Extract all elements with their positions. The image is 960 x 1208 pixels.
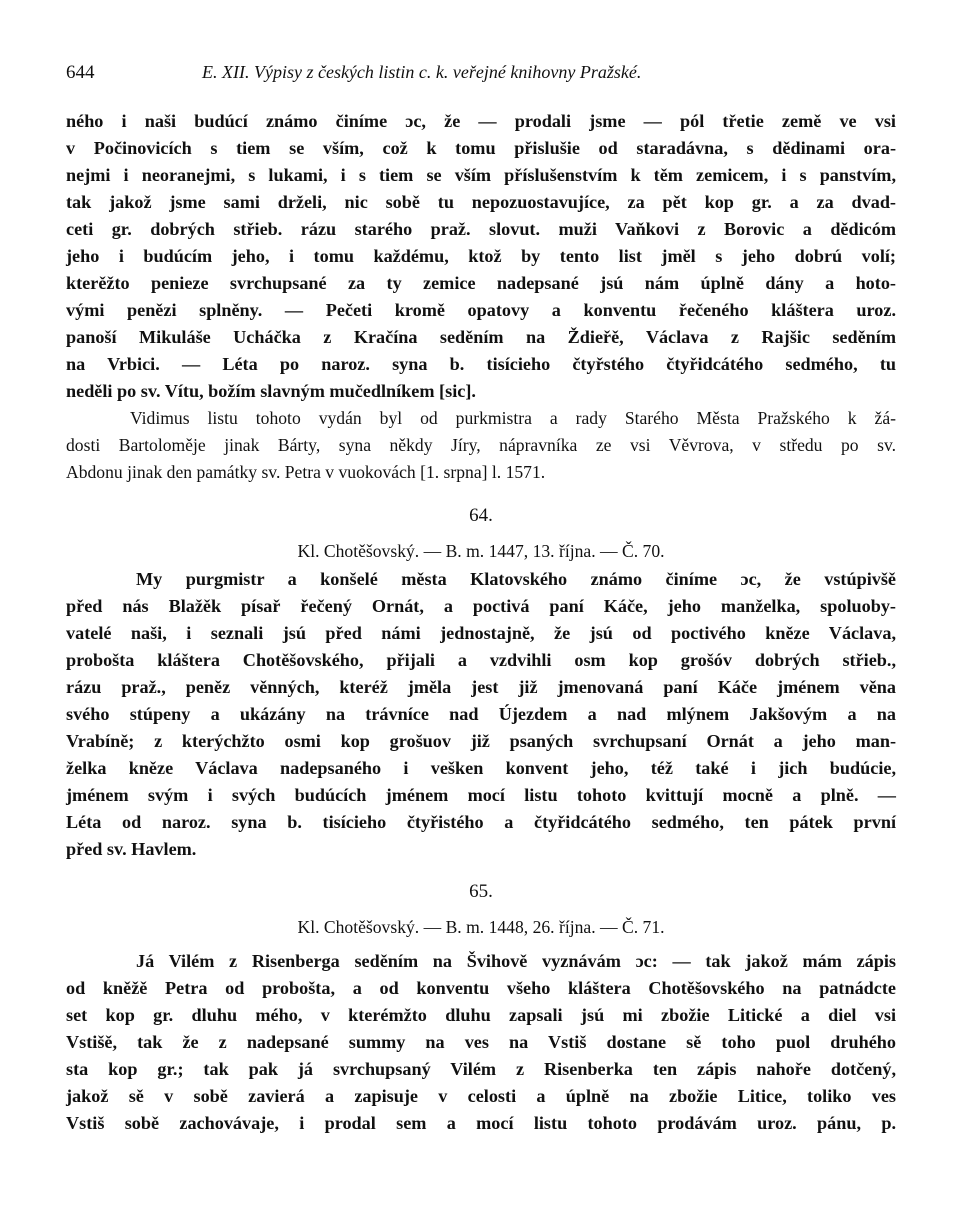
text-line: jakož sě v sobě zavierá a zapisuje v celosti a úplně na zbožie Litice, toliko ves: [66, 1086, 896, 1106]
text-line: rázu praž., peněz věnných, kteréž jměla jest již jmenovaná paní Káče jménem věna: [66, 677, 896, 697]
text-line: svého stúpeny a ukázány na trávníce nad Újezdem a nad mlýnem Jakšovým a na: [66, 704, 896, 724]
text-line: probošta kláštera Chotěšovského, přijali a vzdvihli osm kop grošóv dobrých střieb.,: [66, 650, 896, 670]
text-line: Léta od naroz. syna b. tisícieho čtyřistého a čtyřidcátého sedmého, ten pátek první: [66, 812, 896, 832]
text-line: panoší Mikuláše Ucháčka z Kračína seděním na Ždieřě, Václava z Rajšic seděním: [66, 327, 896, 347]
text-line: Vstiš sobě zachovávaje, i prodal sem a mocí listu tohoto prodávám uroz. pánu, p.: [66, 1113, 896, 1133]
text-line: vými penězi splněny. — Pečeti kromě opatovy a konventu řečeného kláštera uroz.: [66, 300, 896, 320]
text-line: sta kop gr.; tak pak já svrchupsaný Vilém z Risenberka ten zápis nahoře dotčený,: [66, 1059, 896, 1079]
document-source: Kl. Chotěšovský. — B. m. 1448, 26. října. — Č. 71.: [297, 917, 665, 937]
page-header: [66, 62, 896, 86]
text-line: ného i naši budúcí známo činíme ɔc, že — prodali jsme — pól třetie země ve vsi: [66, 111, 896, 131]
document-64-heading: [66, 502, 896, 565]
text-line: jménem svým i svých budúcích jménem mocí listu tohoto kvittují mocně a plně. —: [66, 785, 896, 805]
text-line: na Vrbici. — Léta po naroz. syna b. tisícieho čtyřstého čtyřidcátého sedmého, tu: [66, 354, 896, 374]
text-line: Já Vilém z Risenberga seděním na Švihově vyznávám ɔc: — tak jakož mám zápis: [136, 951, 896, 971]
text-line: kterěžto penieze svrchupsané za ty zemice nadepsané jsú nám úplně dány a hoto-: [66, 273, 896, 293]
document-64-text: [66, 566, 896, 863]
text-line: Abdonu jinak den památky sv. Petra v vuokovách [1. srpna] l. 1571.: [66, 462, 546, 482]
document-65-text: [66, 948, 896, 1137]
text-line: od kněžě Petra od probošta, a od konventu všeho kláštera Chotěšovského na patnádcte: [66, 978, 896, 998]
text-line: neděli po sv. Vítu, božím slavným mučedlníkem [sic].: [66, 381, 476, 401]
document-number: 65.: [469, 881, 493, 902]
text-line: v Počinovicích s tiem se vším, což k tomu přislušie od staradávna, s dědinami ora-: [66, 138, 896, 158]
text-line: dosti Bartoloměje jinak Bárty, syna někdy Jíry, nápravníka ze vsi Věvrova, v středu po sv.: [66, 435, 896, 455]
continued-charter-text: [66, 108, 896, 405]
text-line: tak jakož jsme sami drželi, nic sobě tu nepozuostavujíce, za pět kop gr. a za dvad-: [66, 192, 896, 212]
running-title: E. XII. Výpisy z českých listin c. k. veřejné knihovny Pražské.: [202, 62, 642, 82]
document-source: Kl. Chotěšovský. — B. m. 1447, 13. října. — Č. 70.: [297, 541, 665, 561]
text-line: Vrabíně; z kterýchžto osmi kop grošuov již psaných svrchupsaní Ornát a jeho man-: [66, 731, 896, 751]
text-line: jeho i budúcím jeho, i tomu každému, ktož by tento list jměl s jeho dobrú volí;: [66, 246, 896, 266]
text-line: želka kněze Václava nadepsaného i veškеn konvent jeho, též také i jich budúcie,: [66, 758, 896, 778]
text-line: set kop gr. dluhu mého, v kterémžto dluhu zapsali jsú mi zbožie Litické a diel vsi: [66, 1005, 896, 1025]
text-line: Vstišě, tak že z nadepsané summy na ves na Vstiš dostane sě toho puol druhého: [66, 1032, 896, 1052]
document-65-heading: [66, 878, 896, 941]
text-line: před sv. Havlem.: [66, 839, 197, 859]
page-number: 644: [66, 62, 95, 83]
text-line: My purgmistr a konšelé města Klatovského známo činíme ɔc, že vstúpivšě: [136, 569, 896, 589]
text-line: ceti gr. dobrých střieb. rázu starého praž. slovut. muži Vaňkovi z Borovic a dědicóm: [66, 219, 896, 239]
text-line: Vidimus listu tohoto vydán byl od purkmistra a rady Starého Města Pražského k žá-: [130, 408, 896, 428]
text-line: nejmi i neoranejmi, s lukami, i s tiem se vším příslušenstvím k těm zemicem, i s panstvím,: [66, 165, 896, 185]
vidimus-note: [66, 405, 896, 486]
document-number: 64.: [469, 505, 493, 526]
text-line: před nás Blažěk písař řečený Ornát, a poctivá paní Káče, jeho manželka, spoluoby-: [66, 596, 896, 616]
text-line: vatelé naši, i seznali jsú před námi jednostajně, že jsú od poctivého kněze Václava,: [66, 623, 896, 643]
